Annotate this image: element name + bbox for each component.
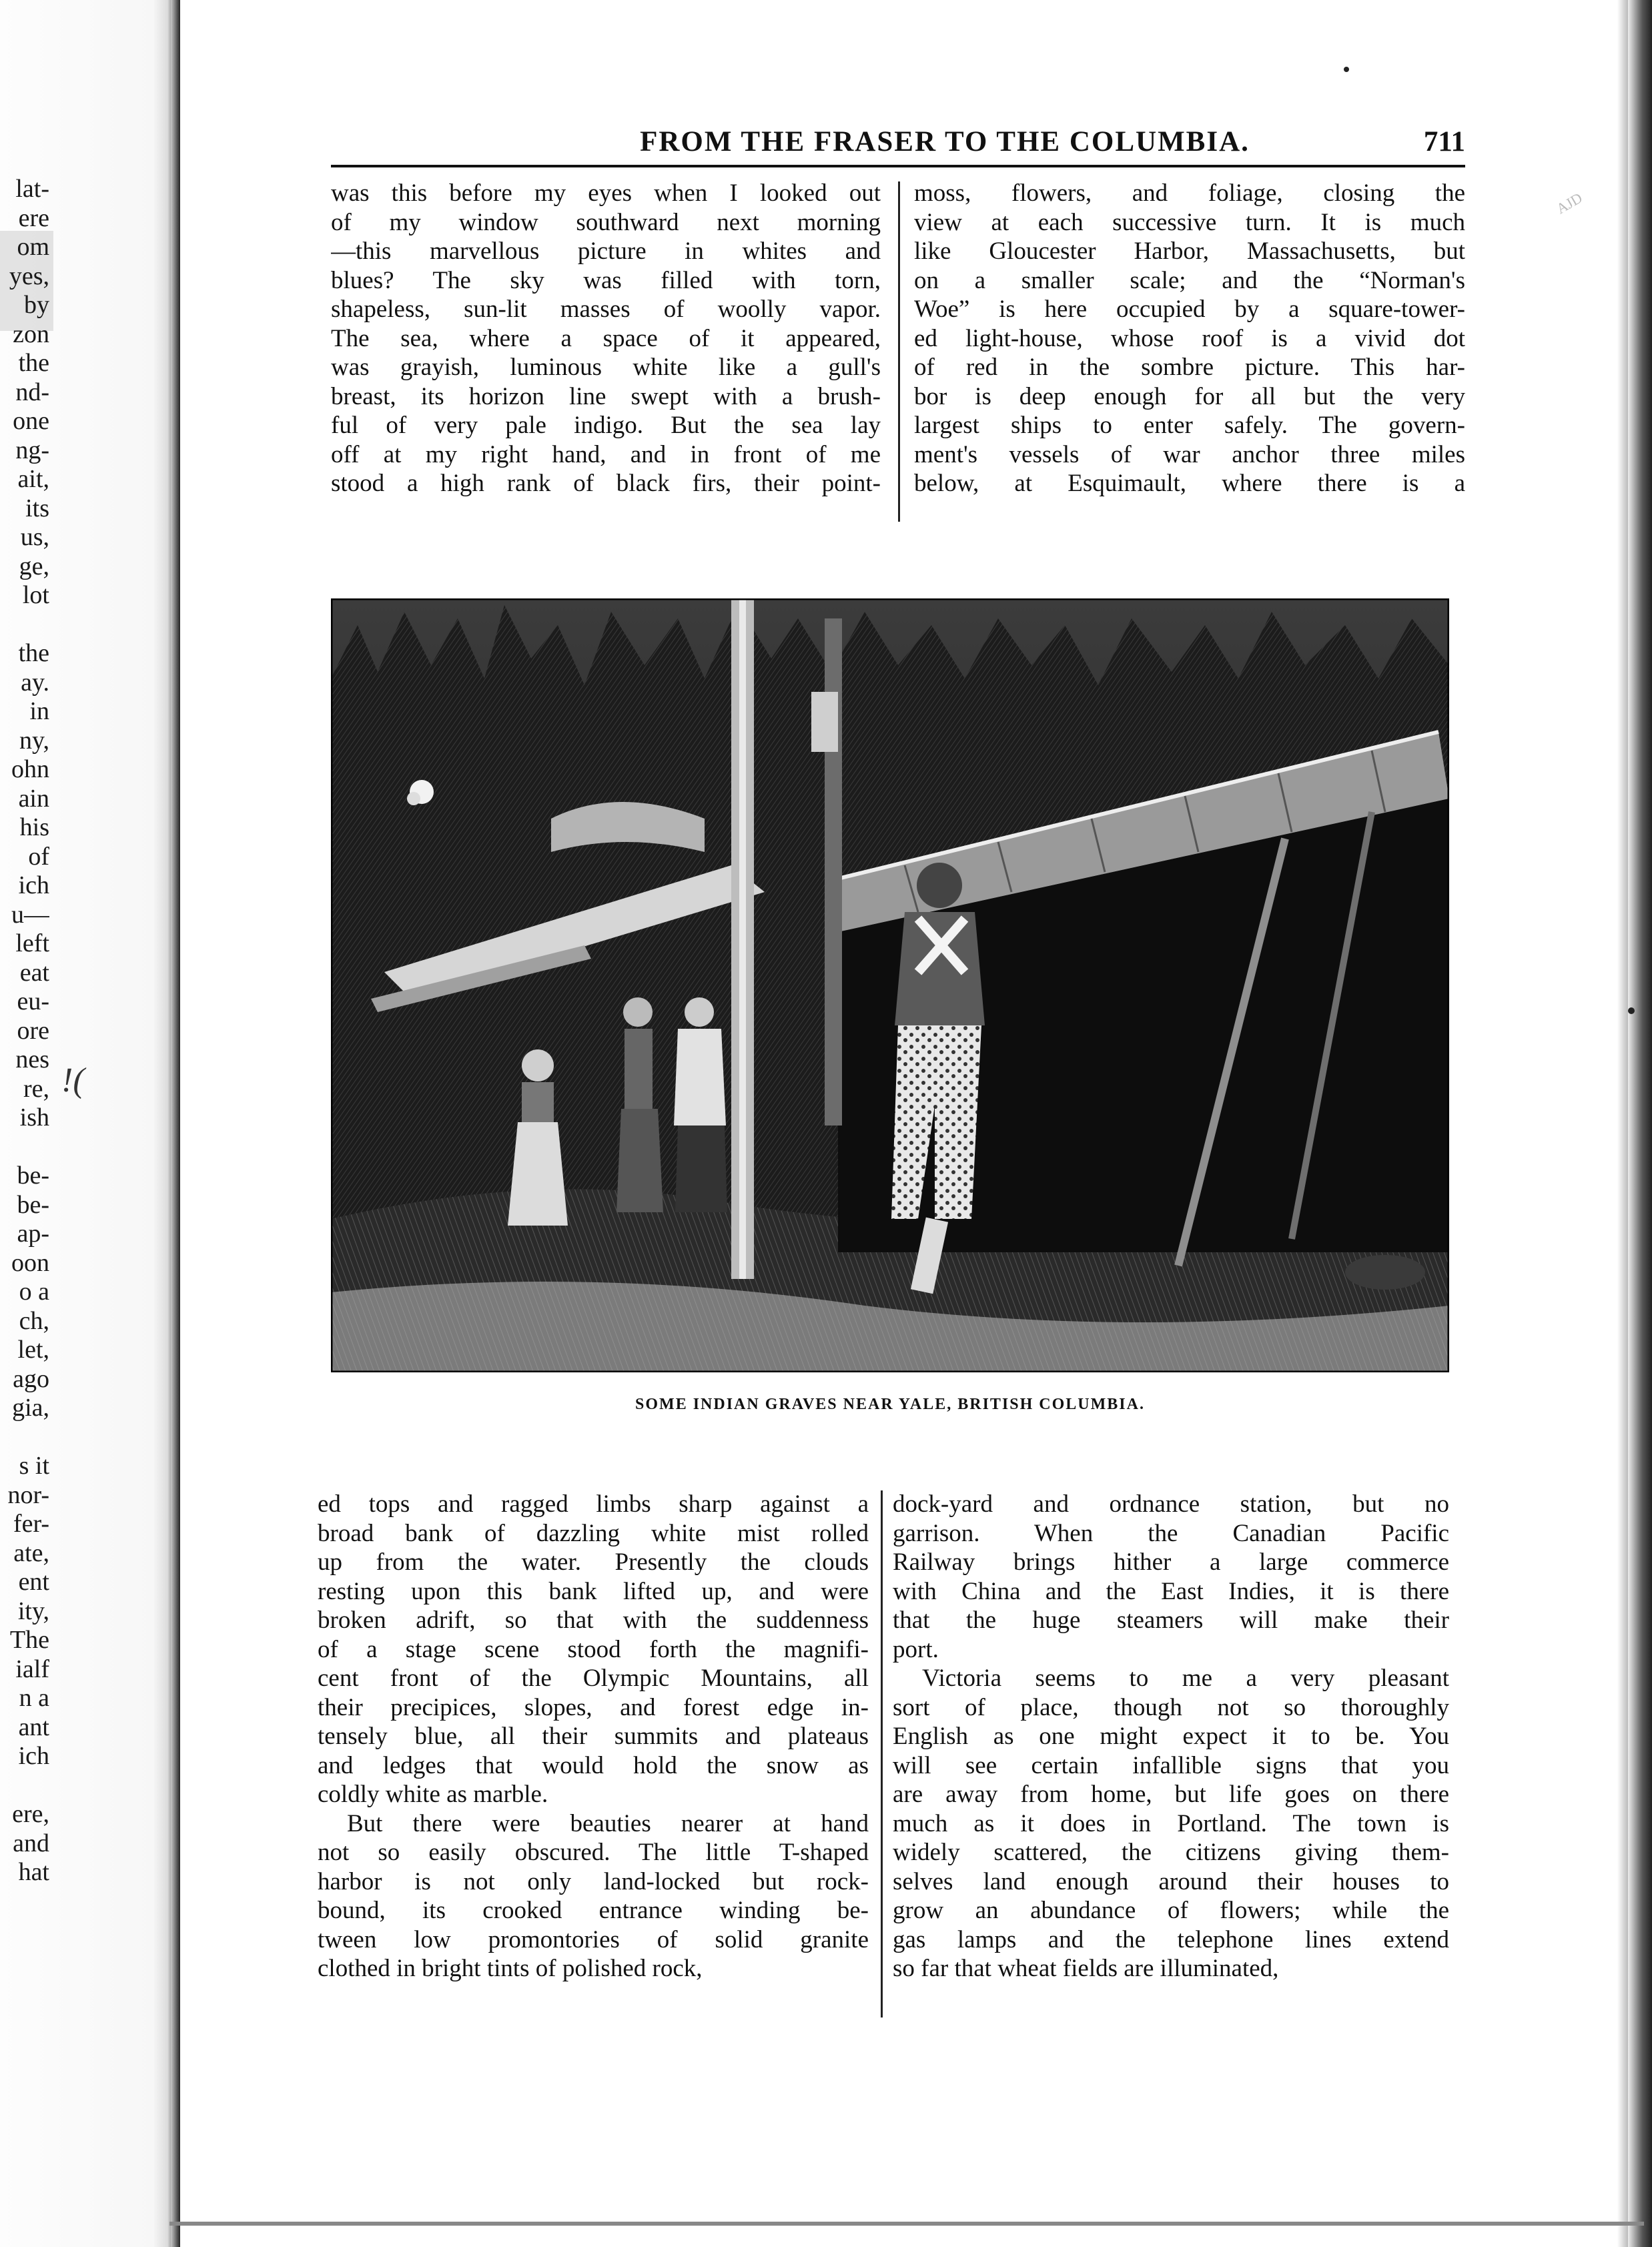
- previous-page-fragment: be-: [17, 1162, 49, 1190]
- previous-page-fragment: ich: [18, 871, 49, 899]
- previous-page-fragment: om: [17, 233, 49, 261]
- previous-page-fragment: its: [25, 494, 49, 522]
- text-line: off at my right hand, and in front of me: [331, 440, 881, 468]
- text-line: English as one might expect it to be. You: [893, 1723, 1449, 1750]
- text-line: Victoria seems to me a very pleasant: [922, 1665, 1449, 1692]
- text-column-top-right: [914, 179, 1465, 498]
- previous-page-fragment: ch,: [19, 1306, 49, 1335]
- previous-page-fragment: nor-: [7, 1480, 49, 1509]
- text-line: Railway brings hither a large commerce: [893, 1548, 1449, 1576]
- text-line: garrison. When the Canadian Pacific: [893, 1519, 1449, 1547]
- text-line: will see certain infallible signs that you: [893, 1751, 1449, 1779]
- previous-page-fragment: [0, 1133, 49, 1162]
- text-line: selves land enough around their houses to: [893, 1867, 1449, 1895]
- previous-page-fragment: zon: [13, 320, 49, 348]
- previous-page-fragment: u—: [11, 900, 49, 929]
- previous-page-fragment: the: [18, 349, 49, 377]
- previous-page-fragment: yes,: [9, 262, 49, 290]
- text-line: sort of place, though not so thoroughly: [893, 1693, 1449, 1721]
- previous-page-fragment: left: [15, 929, 49, 957]
- engraving-illustration: [331, 598, 1449, 1372]
- text-line: that the huge steamers will make their: [893, 1607, 1449, 1634]
- previous-page-fragment: n a: [19, 1684, 49, 1712]
- text-line: their precipices, slopes, and forest edge in-: [318, 1693, 869, 1721]
- text-line: was grayish, luminous white like a gull's: [331, 354, 881, 381]
- previous-page-fragment: nes: [15, 1045, 49, 1073]
- scan-speck: [1628, 1007, 1635, 1014]
- previous-page-fragment: the: [18, 639, 49, 667]
- margin-pencil-mark: !(: [61, 1061, 85, 1099]
- text-line: are away from home, but life goes on there: [893, 1781, 1449, 1808]
- text-line: gas lamps and the telephone lines extend: [893, 1925, 1449, 1953]
- text-line: of my window southward next morning: [331, 208, 881, 236]
- previous-page-fragment: us,: [20, 523, 49, 551]
- previous-page-fragment: of: [28, 842, 49, 871]
- text-line: ed light-house, whose roof is a vivid dot: [914, 324, 1465, 352]
- previous-page-text: [0, 175, 49, 1887]
- text-line: widely scattered, the citizens giving them-: [893, 1839, 1449, 1866]
- page-number: 711: [1423, 126, 1465, 157]
- text-line: broken adrift, so that with the suddenness: [318, 1607, 869, 1634]
- text-line: ful of very pale indigo. But the sea lay: [331, 412, 881, 439]
- text-line: clothed in bright tints of polished rock,: [318, 1955, 703, 1982]
- text-line: harbor is not only land-locked but rock-: [318, 1867, 869, 1895]
- text-column-bottom-right: [893, 1490, 1449, 1983]
- text-line: moss, flowers, and foliage, closing the: [914, 179, 1465, 207]
- previous-page-fragment: lat-: [15, 175, 49, 203]
- text-line: coldly white as marble.: [318, 1781, 548, 1808]
- previous-page-fragment: in: [29, 697, 49, 725]
- marginal-pencil-note: AJD: [1553, 189, 1585, 217]
- previous-page-fragment: ohn: [11, 755, 49, 783]
- text-line: much as it does in Portland. The town is: [893, 1809, 1449, 1837]
- text-line: The sea, where a space of it appeared,: [331, 324, 881, 352]
- text-line: ment's vessels of war anchor three miles: [914, 440, 1465, 468]
- text-line: view at each successive turn. It is much: [914, 208, 1465, 236]
- text-line: dock-yard and ordnance station, but no: [893, 1490, 1449, 1518]
- previous-page-fragment: re,: [23, 1074, 49, 1103]
- text-line: not so easily obscured. The little T-shaped: [318, 1839, 869, 1866]
- text-line: of a stage scene stood forth the magnifi-: [318, 1635, 869, 1663]
- previous-page-fragment: nd-: [15, 378, 49, 406]
- text-line: Woe” is here occupied by a square-tower-: [914, 296, 1465, 323]
- previous-page-fragment: ish: [19, 1103, 49, 1132]
- text-line: tensely blue, all their summits and plateaus: [318, 1723, 869, 1750]
- scan-speck: [1344, 67, 1349, 72]
- previous-page-fragment: ago: [13, 1364, 49, 1393]
- previous-page-fragment: ich: [18, 1742, 49, 1770]
- text-line: breast, its horizon line swept with a brush-: [331, 382, 881, 410]
- previous-page-fragment: o a: [19, 1278, 49, 1306]
- previous-page-fragment: ore: [17, 1016, 49, 1045]
- figure-caption: SOME INDIAN GRAVES NEAR YALE, BRITISH COLUMBIA.: [635, 1396, 1145, 1413]
- text-line: cent front of the Olympic Mountains, all: [318, 1665, 869, 1692]
- previous-page-fragment: ent: [18, 1568, 49, 1596]
- text-line: shapeless, sun-lit masses of woolly vapor.: [331, 296, 881, 323]
- previous-page-fragment: [0, 610, 49, 640]
- page-edge-shadow: [1617, 0, 1628, 2247]
- previous-page-fragment: let,: [17, 1336, 49, 1364]
- text-column-top-left: [331, 179, 881, 498]
- right-page-edge: [1628, 0, 1652, 2247]
- text-line: tween low promontories of solid granite: [318, 1925, 869, 1953]
- text-column-bottom-left: [318, 1490, 869, 1983]
- text-line: with China and the East Indies, it is there: [893, 1577, 1449, 1605]
- text-line: and ledges that would hold the snow as: [318, 1751, 869, 1779]
- previous-page-fragment: oon: [11, 1248, 49, 1277]
- previous-page-fragment: s it: [19, 1452, 49, 1480]
- previous-page-fragment: eu-: [17, 987, 49, 1015]
- text-line: port.: [893, 1635, 939, 1663]
- previous-page-fragment: [0, 1423, 49, 1452]
- text-line: resting upon this bank lifted up, and were: [318, 1577, 869, 1605]
- column-rule: [898, 181, 900, 522]
- previous-page-fragment: ity,: [17, 1597, 49, 1625]
- previous-page-fragment: be-: [17, 1190, 49, 1219]
- previous-page-fragment: hat: [18, 1858, 49, 1886]
- text-line: so far that wheat fields are illuminated,: [893, 1955, 1279, 1982]
- running-head: FROM THE FRASER TO THE COLUMBIA.: [640, 126, 1250, 157]
- text-line: bor is deep enough for all but the very: [914, 382, 1465, 410]
- previous-page-fragment: lot: [22, 581, 49, 609]
- text-line: below, at Esquimault, where there is a: [914, 470, 1465, 497]
- text-line: ed tops and ragged limbs sharp against a: [318, 1490, 869, 1518]
- text-line: —this marvellous picture in whites and: [331, 238, 881, 265]
- page-header: [331, 125, 1465, 165]
- text-line: of red in the sombre picture. This har-: [914, 354, 1465, 381]
- previous-page-fragment: ge,: [19, 552, 49, 580]
- column-rule: [881, 1490, 883, 2017]
- text-line: on a smaller scale; and the “Norman's: [914, 266, 1465, 294]
- gutter-shadow: [171, 0, 180, 2247]
- text-line: But there were beauties nearer at hand: [347, 1809, 869, 1837]
- previous-page-fragment: ait,: [17, 465, 49, 493]
- text-line: like Gloucester Harbor, Massachusetts, but: [914, 238, 1465, 265]
- previous-page-fragment: one: [13, 407, 49, 435]
- previous-page-fragment: by: [24, 291, 49, 319]
- text-line: bound, its crooked entrance winding be-: [318, 1897, 869, 1924]
- indian-graves-engraving: [331, 598, 1449, 1372]
- previous-page-fragment: ant: [18, 1713, 49, 1741]
- previous-page-edge: [0, 0, 180, 2247]
- previous-page-fragment: his: [19, 813, 49, 841]
- previous-page-fragment: ere,: [12, 1800, 49, 1828]
- previous-page-fragment: ay.: [21, 668, 49, 697]
- text-line: blues? The sky was filled with torn,: [331, 266, 881, 294]
- text-line: up from the water. Presently the clouds: [318, 1548, 869, 1576]
- text-line: stood a high rank of black firs, their point-: [331, 470, 881, 497]
- text-line: largest ships to enter safely. The govern-: [914, 412, 1465, 439]
- previous-page-fragment: [0, 1771, 49, 1801]
- previous-page-fragment: ap-: [17, 1220, 49, 1248]
- text-line: grow an abundance of flowers; while the: [893, 1897, 1449, 1924]
- previous-page-fragment: ialf: [15, 1655, 49, 1683]
- bottom-page-edge: [169, 2222, 1644, 2226]
- text-line: broad bank of dazzling white mist rolled: [318, 1519, 869, 1547]
- previous-page-fragment: ny,: [19, 726, 49, 755]
- previous-page-fragment: ain: [18, 784, 49, 813]
- previous-page-fragment: The: [9, 1626, 49, 1654]
- previous-page-fragment: ate,: [13, 1538, 49, 1567]
- header-rule: [331, 165, 1465, 167]
- previous-page-fragment: ng-: [15, 436, 49, 464]
- previous-page-fragment: ere: [18, 203, 49, 232]
- text-line: was this before my eyes when I looked out: [331, 179, 881, 207]
- previous-page-fragment: gia,: [12, 1394, 49, 1422]
- previous-page-fragment: fer-: [13, 1510, 49, 1538]
- previous-page-fragment: and: [13, 1829, 49, 1857]
- previous-page-fragment: eat: [19, 958, 49, 987]
